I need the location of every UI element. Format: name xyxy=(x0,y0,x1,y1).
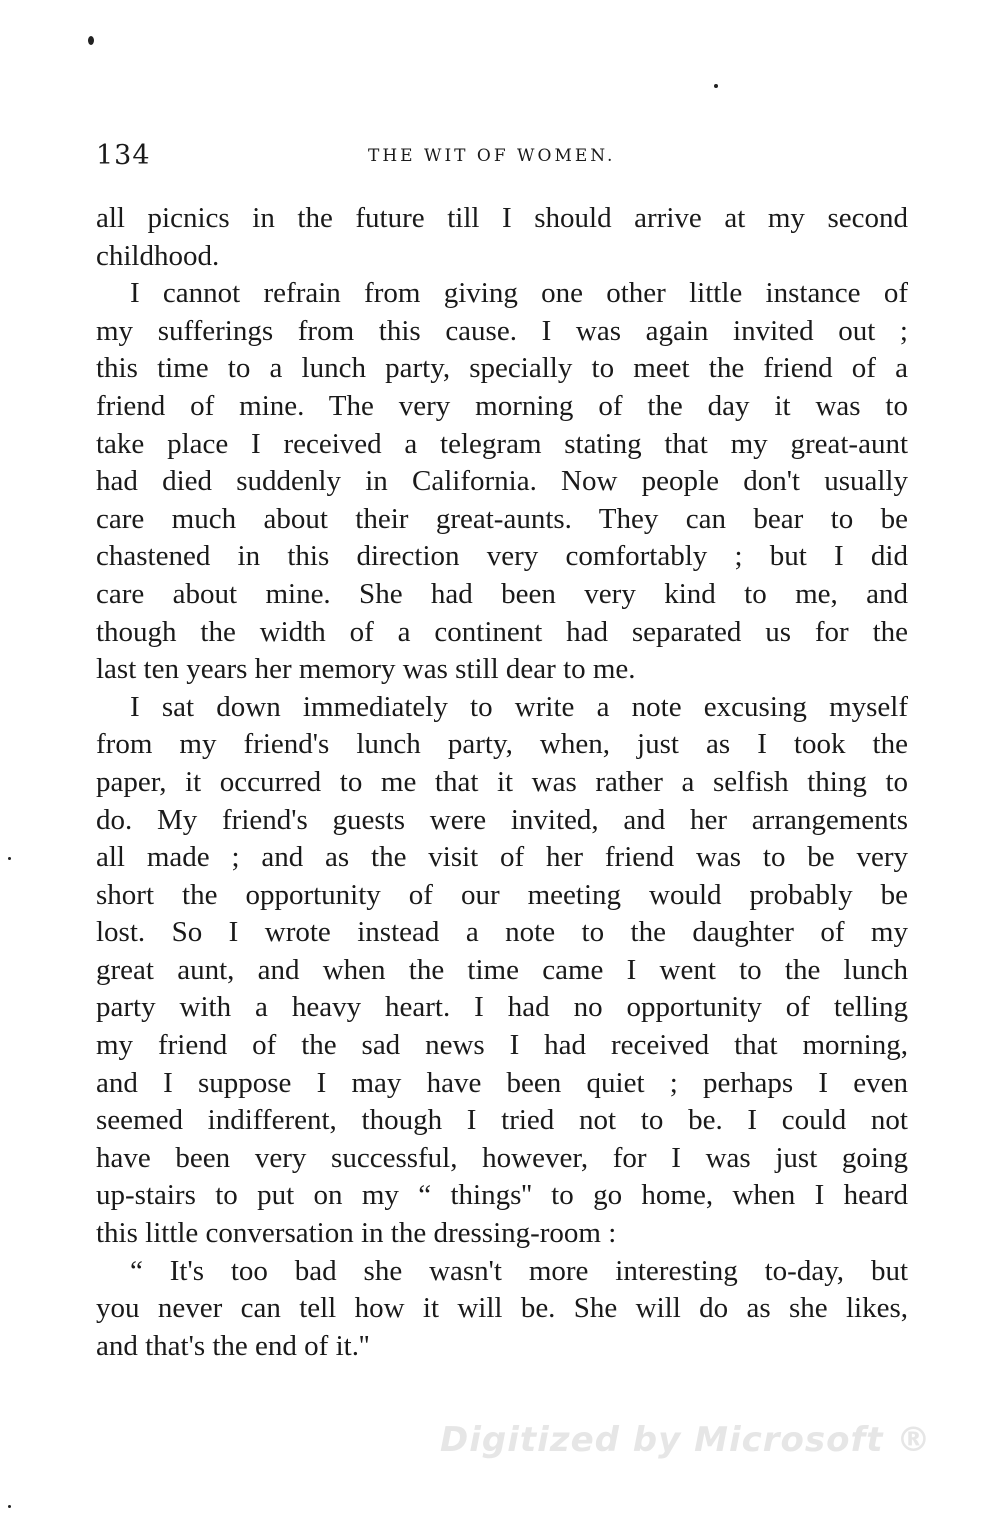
text-line: up-stairs to put on my “ things'' to go home, when I heard xyxy=(96,1179,908,1212)
page-number: 134 xyxy=(96,140,151,171)
text-line: you never can tell how it will be. She will do as she likes, xyxy=(96,1292,908,1325)
paragraph-1 xyxy=(96,200,908,275)
text-line: great aunt, and when the time came I went to the lunch xyxy=(96,953,908,986)
text-line: this little conversation in the dressing-room : xyxy=(96,1217,617,1250)
text-line: friend of mine. The very morning of the day it was to xyxy=(96,389,908,422)
text-line: though the width of a continent had separated us for the xyxy=(96,615,908,648)
text-line: care about mine. She had been very kind to me, and xyxy=(96,577,908,610)
text-line: do. My friend's guests were invited, and her arrangements xyxy=(96,803,908,836)
text-line: chastened in this direction very comfortably ; but I did xyxy=(96,540,908,573)
text-line: short the opportunity of our meeting would probably be xyxy=(96,878,908,911)
body-text xyxy=(96,200,908,1365)
text-line: lost. So I wrote instead a note to the daughter of my xyxy=(96,916,908,949)
text-line: care much about their great-aunts. They can bear to be xyxy=(96,502,908,535)
text-line: and that's the end of it.'' xyxy=(96,1329,370,1362)
text-line: all made ; and as the visit of her friend was to be very xyxy=(96,841,908,874)
text-line: last ten years her memory was still dear to me. xyxy=(96,653,636,686)
print-speck xyxy=(88,36,94,45)
text-line: all picnics in the future till I should arrive at my second xyxy=(96,202,908,234)
text-line: have been very successful, however, for I was just going xyxy=(96,1141,908,1174)
text-line: had died suddenly in California. Now people don't usually xyxy=(96,465,908,498)
paragraph-2 xyxy=(96,275,908,689)
page-header xyxy=(96,140,908,170)
digitization-watermark: Digitized by Microsoft ® xyxy=(440,1420,932,1460)
text-line: I sat down immediately to write a note excusing myself xyxy=(130,690,908,723)
print-speck xyxy=(8,1505,11,1508)
text-line: party with a heavy heart. I had no opportunity of telling xyxy=(96,991,908,1024)
paragraph-3 xyxy=(96,689,908,1253)
text-line: my sufferings from this cause. I was again invited out ; xyxy=(96,314,908,347)
text-line: “ It's too bad she wasn't more interesting to-day, but xyxy=(130,1254,908,1287)
text-line: this time to a lunch party, specially to meet the friend of a xyxy=(96,352,908,385)
text-line: and I suppose I may have been quiet ; perhaps I even xyxy=(96,1066,908,1099)
text-line: my friend of the sad news I had received that morning, xyxy=(96,1029,908,1062)
text-line: I cannot refrain from giving one other little instance of xyxy=(130,277,908,310)
text-line: take place I received a telegram stating that my great-aunt xyxy=(96,427,908,460)
running-head: THE WIT OF WOMEN. xyxy=(368,146,616,166)
print-speck xyxy=(8,857,11,860)
text-line: from my friend's lunch party, when, just as I took the xyxy=(96,728,908,761)
text-line: seemed indifferent, though I tried not to be. I could not xyxy=(96,1104,908,1137)
text-line: paper, it occurred to me that it was rather a selfish thing to xyxy=(96,765,908,798)
text-line: childhood. xyxy=(96,239,220,272)
print-speck xyxy=(714,84,718,88)
paragraph-4 xyxy=(96,1253,908,1366)
